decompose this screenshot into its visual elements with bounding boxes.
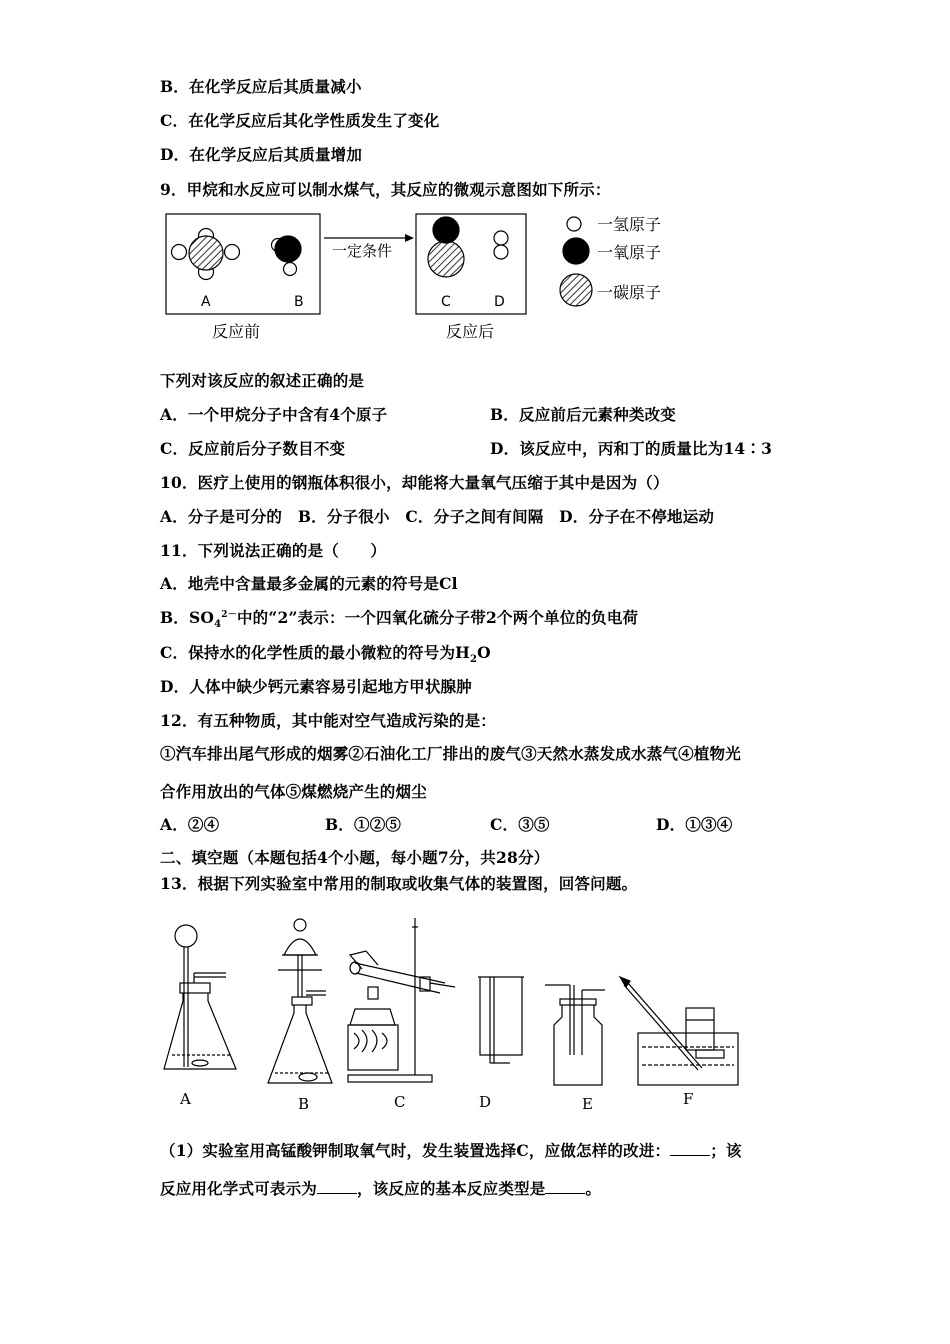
q9-option-a: A．一个甲烷分子中含有4个原子 — [160, 405, 388, 424]
q11-b-prefix: B．SO — [160, 608, 215, 627]
q12-option-d: D．①③④ — [656, 815, 733, 834]
molecule-d-hydrogen-top — [494, 231, 508, 245]
apparatus-label-b: B — [298, 1095, 310, 1113]
q13-part1-line1-text-b: ；该 — [710, 1141, 742, 1160]
apparatus-d — [478, 977, 524, 1063]
q10-options: A．分子是可分的 B．分子很小 C．分子之间有间隔 D．分子在不停地运动 — [160, 507, 715, 526]
q11-c-prefix: C．保持水的化学性质的最小微粒的符号为H — [160, 643, 470, 662]
reaction-arrowhead — [405, 234, 414, 242]
q9-question: 下列对该反应的叙述正确的是 — [160, 371, 365, 390]
q9-option-c: C．反应前后分子数目不变 — [160, 439, 346, 458]
apparatus-b — [268, 919, 332, 1083]
q9-reaction-diagram — [160, 205, 700, 350]
apparatus-f — [620, 977, 738, 1085]
legend-hydrogen-text: 一氢原子 — [597, 215, 662, 234]
legend-oxygen-symbol — [563, 238, 589, 264]
q12-option-c: C．③⑤ — [490, 815, 550, 834]
q12-stem: 12．有五种物质，其中能对空气造成污染的是： — [160, 711, 496, 730]
apparatus-label-e: E — [582, 1095, 593, 1113]
reaction-condition: 一定条件 — [332, 242, 393, 260]
q12-items-line1: ①汽车排出尾气形成的烟雾②石油化工厂排出的废气③天然水蒸发成水蒸气④植物光 — [160, 744, 741, 763]
answer-blank-1[interactable] — [670, 1141, 710, 1156]
molecule-b-hydrogen-bottom — [284, 263, 297, 276]
section2-title: 二、填空题（本题包括4个小题，每小题7分，共28分） — [160, 848, 550, 867]
answer-blank-2[interactable] — [317, 1179, 357, 1194]
q11-c-rest: O — [477, 643, 491, 662]
label-a: A — [201, 294, 211, 310]
q11-b-superscript: 2－ — [221, 609, 237, 620]
q11-option-b — [160, 608, 639, 631]
q11-option-a: A．地壳中含量最多金属的元素的符号是Cl — [160, 574, 458, 593]
molecule-c-carbon — [428, 241, 464, 277]
molecule-c-oxygen — [433, 217, 459, 243]
apparatus-label-a: A — [180, 1090, 191, 1108]
apparatus-c — [348, 918, 455, 1082]
q11-b-subscript: 4 — [214, 619, 222, 631]
apparatus-label-f: F — [683, 1090, 694, 1108]
q9-option-d: D．该反应中，丙和丁的质量比为14∶3 — [490, 439, 773, 458]
q13-part1-line2-text-b: ，该反应的基本反应类型是 — [357, 1179, 546, 1198]
before-label: 反应前 — [212, 322, 261, 341]
q8-option-b: B．在化学反应后其质量减小 — [160, 77, 362, 96]
q13-stem: 13．根据下列实验室中常用的制取或收集气体的装置图，回答问题。 — [160, 874, 638, 893]
q13-part1-line2 — [160, 1179, 601, 1199]
q8-option-d: D．在化学反应后其质量增加 — [160, 145, 363, 164]
molecule-a-hydrogen-right — [225, 245, 240, 260]
q10-stem: 10．医疗上使用的钢瓶体积很小，却能将大量氧气压缩于其中是因为（） — [160, 473, 669, 492]
apparatus-a — [164, 925, 236, 1069]
label-c: C — [441, 294, 451, 310]
apparatus-e — [545, 985, 605, 1085]
legend-hydrogen-symbol — [567, 217, 581, 231]
apparatus-label-d: D — [479, 1093, 492, 1111]
q12-option-a: A．②④ — [160, 815, 220, 834]
legend-carbon-symbol — [560, 274, 592, 306]
q11-option-c — [160, 643, 491, 666]
molecule-d-hydrogen-bottom — [494, 245, 508, 259]
q8-option-c: C．在化学反应后其化学性质发生了变化 — [160, 111, 440, 130]
q9-option-b: B．反应前后元素种类改变 — [490, 405, 677, 424]
legend-oxygen-text: 一氧原子 — [597, 243, 662, 262]
q13-part1-line1 — [160, 1141, 742, 1161]
q12-option-b: B．①②⑤ — [325, 815, 402, 834]
label-d: D — [494, 294, 505, 310]
q13-apparatus-diagram — [150, 915, 750, 1115]
answer-blank-3[interactable] — [545, 1179, 585, 1194]
q11-option-d: D．人体中缺少钙元素容易引起地方甲状腺肿 — [160, 677, 472, 696]
q13-part1-line2-text-c: 。 — [585, 1179, 602, 1198]
q11-stem: 11．下列说法正确的是（ ） — [160, 541, 387, 560]
legend-carbon-text: 一碳原子 — [597, 283, 662, 302]
q13-part1-line2-text-a: 反应用化学式可表示为 — [160, 1179, 318, 1198]
q9-stem: 9．甲烷和水反应可以制水煤气，其反应的微观示意图如下所示： — [160, 180, 611, 199]
q12-items-line2: 合作用放出的气体⑤煤燃烧产生的烟尘 — [160, 782, 427, 801]
apparatus-label-c: C — [394, 1093, 406, 1111]
q13-part1-line1-text-a: （1）实验室用高锰酸钾制取氧气时，发生装置选择C，应做怎样的改进： — [160, 1141, 671, 1160]
after-label: 反应后 — [446, 322, 495, 341]
molecule-b-oxygen — [275, 236, 301, 262]
q11-b-rest: 中的“2”表示：一个四氧化硫分子带2个两个单位的负电荷 — [236, 608, 639, 627]
molecule-a-carbon — [189, 236, 223, 270]
q11-c-subscript: 2 — [469, 654, 478, 666]
label-b: B — [294, 294, 304, 310]
molecule-a-hydrogen-left — [172, 245, 187, 260]
